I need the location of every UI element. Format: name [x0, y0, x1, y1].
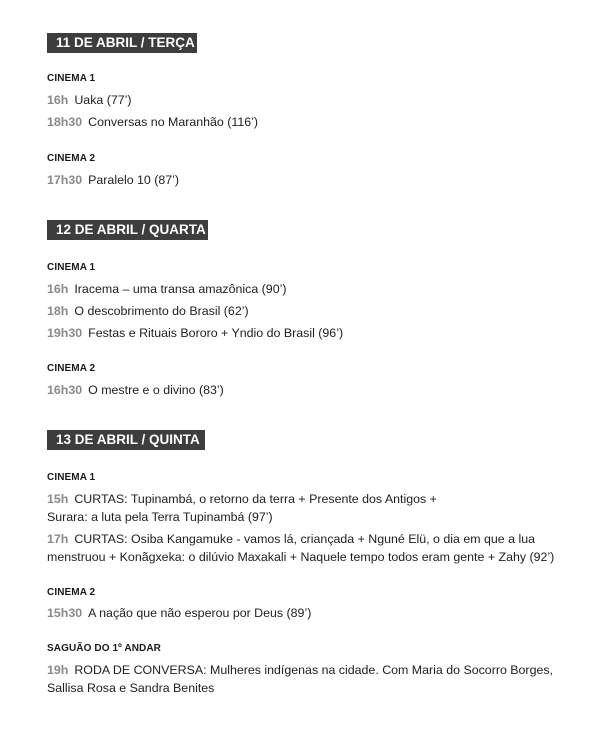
- session-time: 16h: [47, 282, 69, 296]
- session-time: 18h30: [47, 115, 83, 129]
- session-time: 16h30: [47, 383, 83, 397]
- session-time: 18h: [47, 304, 69, 318]
- venue-label: CINEMA 2: [47, 363, 96, 374]
- session-time: 19h: [47, 663, 69, 677]
- session-entry: [47, 91, 132, 109]
- venue-label: SAGUÃO DO 1º ANDAR: [47, 643, 161, 654]
- venue-label: CINEMA 1: [47, 73, 96, 84]
- session-entry: [47, 661, 553, 697]
- session-title: CURTAS: Tupinambá, o retorno da terra + Presente dos Antigos +: [74, 492, 437, 506]
- session-entry: [47, 302, 249, 320]
- session-entry: [47, 530, 554, 566]
- day-header: 12 DE ABRIL / QUARTA: [47, 220, 208, 240]
- session-entry: [47, 604, 311, 622]
- session-time: 17h30: [47, 173, 83, 187]
- day-header: 11 DE ABRIL / TERÇA: [47, 33, 197, 53]
- session-time: 19h30: [47, 326, 83, 340]
- session-title: Paralelo 10 (87’): [88, 173, 180, 187]
- day-header: 13 DE ABRIL / QUINTA: [47, 430, 205, 450]
- session-title: Festas e Rituais Bororo + Yndio do Brasil (96’): [88, 326, 344, 340]
- session-title: Conversas no Maranhão (116’): [88, 115, 259, 129]
- session-entry: [47, 490, 437, 526]
- session-title: Iracema – uma transa amazônica (90’): [74, 282, 287, 296]
- session-time: 17h: [47, 532, 69, 546]
- session-time: 16h: [47, 93, 69, 107]
- venue-label: CINEMA 2: [47, 153, 96, 164]
- venue-label: CINEMA 1: [47, 472, 96, 483]
- session-entry: [47, 324, 343, 342]
- session-title: Uaka (77’): [74, 93, 132, 107]
- session-entry: [47, 280, 286, 298]
- session-entry: [47, 171, 179, 189]
- session-title: A nação que não esperou por Deus (89’): [88, 606, 312, 620]
- session-title: CURTAS: Osiba Kangamuke - vamos lá, criançada + Nguné Elü, o dia em que a lua: [74, 532, 536, 546]
- session-title-continued: Surara: a luta pela Terra Tupinambá (97’): [47, 510, 273, 524]
- session-time: 15h30: [47, 606, 83, 620]
- venue-label: CINEMA 1: [47, 262, 96, 273]
- session-title: RODA DE CONVERSA: Mulheres indígenas na cidade. Com Maria do Socorro Borges,: [74, 663, 553, 677]
- session-title-continued: menstruou + Konãgxeka: o dilúvio Maxakali + Naquele tempo todos eram gente + Zahy (92’): [47, 550, 555, 564]
- session-entry: [47, 113, 258, 131]
- session-entry: [47, 381, 224, 399]
- session-time: 15h: [47, 492, 69, 506]
- session-title-continued: Sallisa Rosa e Sandra Benites: [47, 681, 215, 695]
- session-title: O descobrimento do Brasil (62’): [74, 304, 249, 318]
- venue-label: CINEMA 2: [47, 587, 96, 598]
- session-title: O mestre e o divino (83’): [88, 383, 224, 397]
